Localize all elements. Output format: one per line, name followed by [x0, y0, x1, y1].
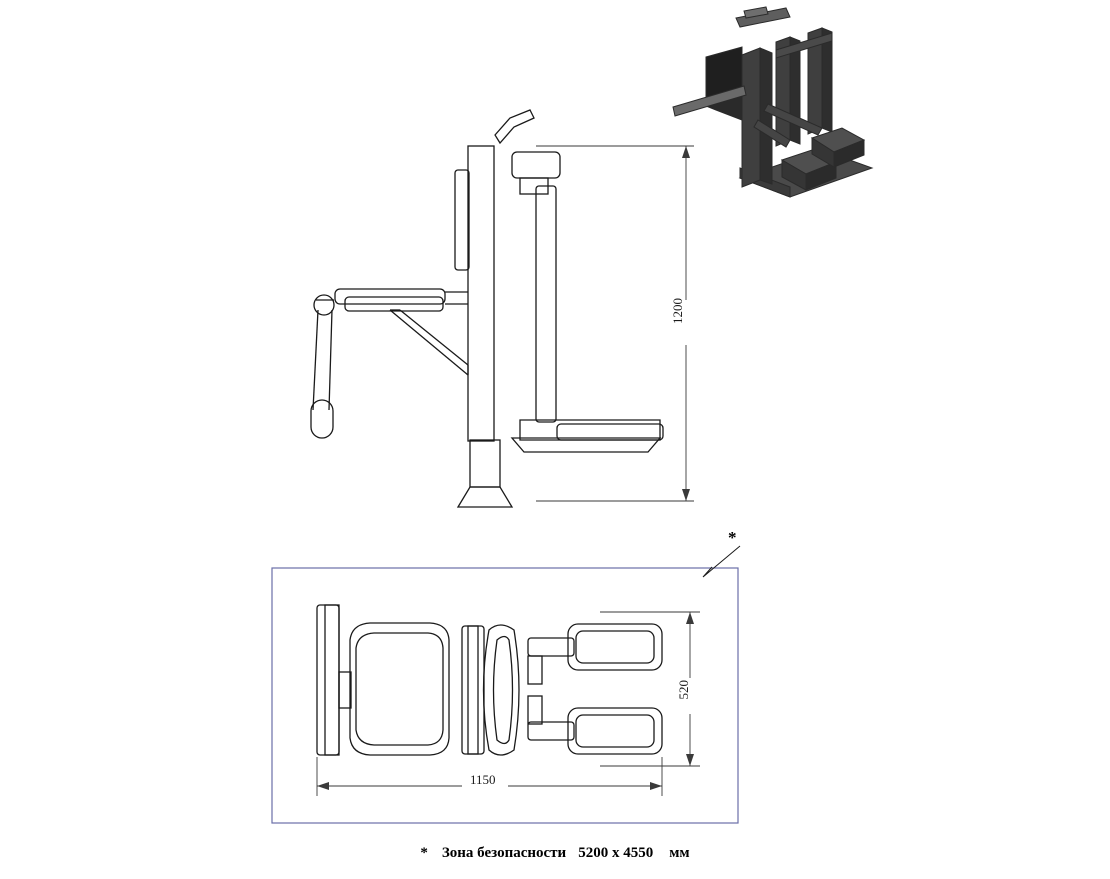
footnote-unit: мм — [669, 845, 690, 861]
safety-zone-rect — [272, 568, 738, 823]
isometric-view — [673, 7, 872, 197]
safety-zone-asterisk-marker: * — [728, 528, 737, 547]
dimension-label-1150: 1150 — [470, 772, 496, 787]
side-elevation — [311, 110, 663, 507]
footnote-label: Зона безопасности — [441, 845, 567, 861]
dimension-label-1200: 1200 — [670, 298, 685, 324]
footnote-asterisk: * — [420, 845, 428, 861]
dimension-label-520: 520 — [676, 680, 691, 700]
safety-zone-footnote — [0, 845, 1110, 862]
footnote-dimensions: 5200 x 4550 — [578, 845, 654, 861]
plan-view — [272, 546, 740, 823]
